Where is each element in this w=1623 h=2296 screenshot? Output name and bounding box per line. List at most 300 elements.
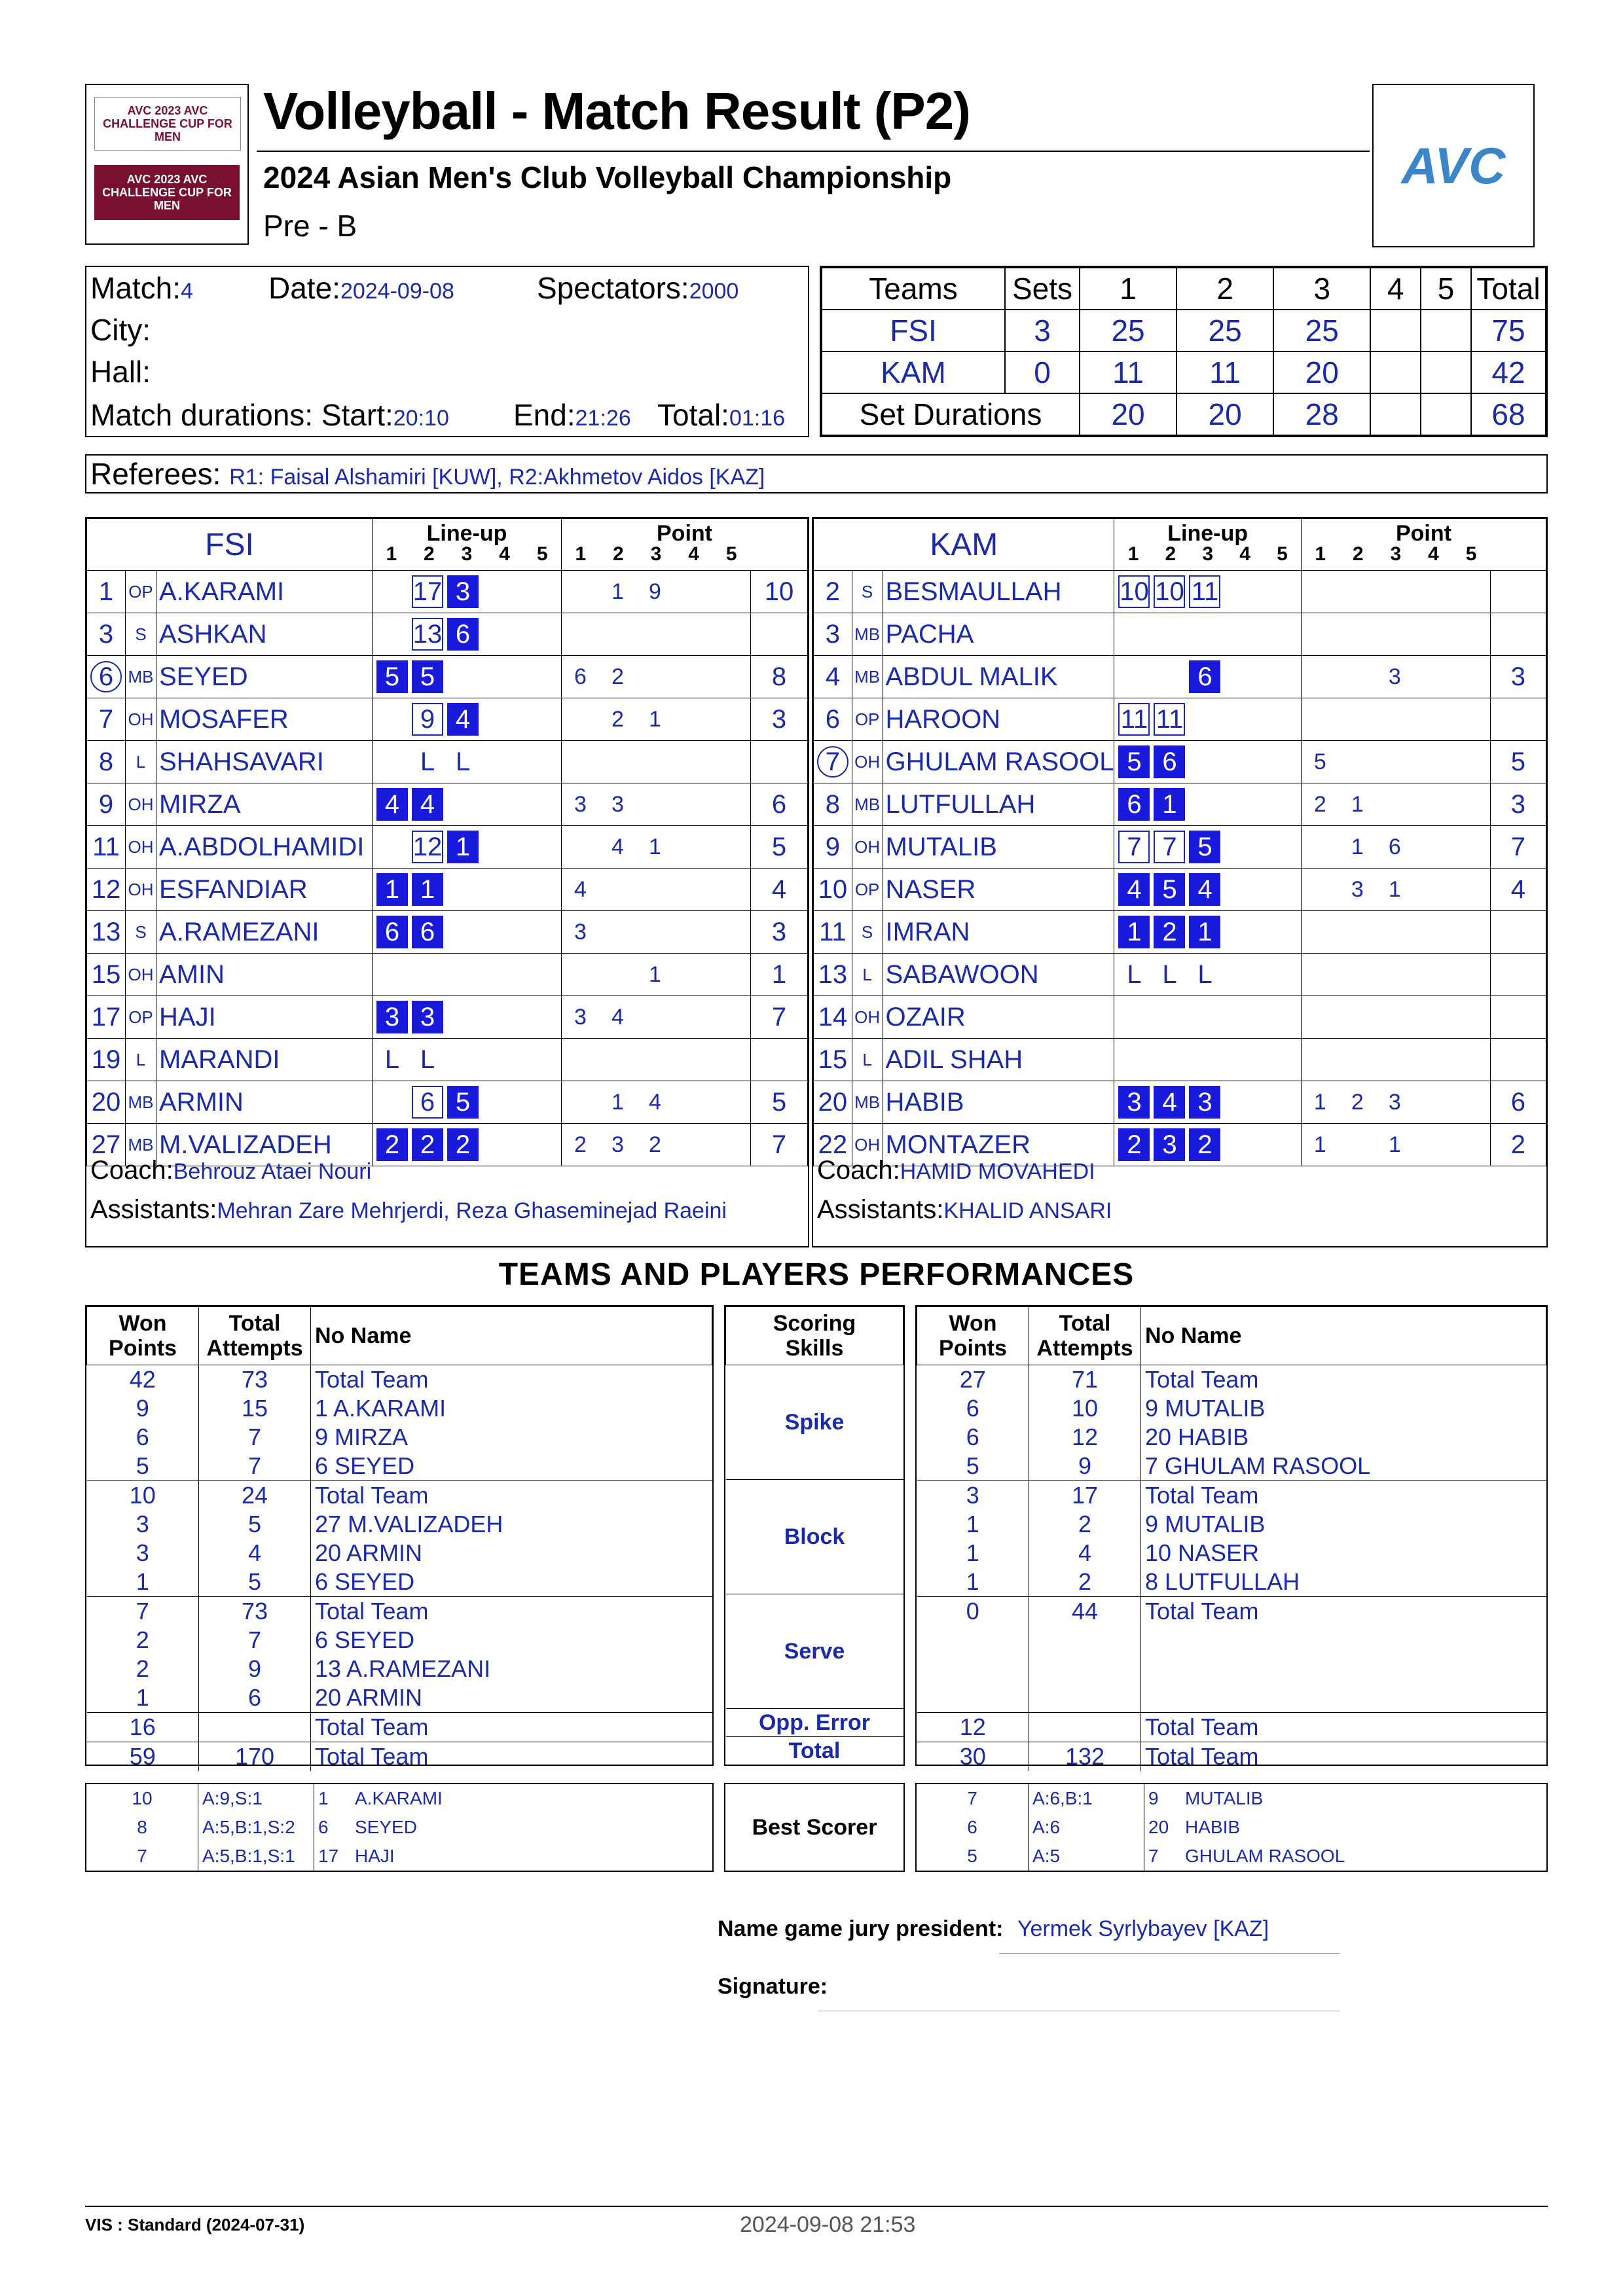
perf-row bbox=[917, 1683, 1546, 1713]
challenge-cup-logo bbox=[85, 84, 249, 245]
set-points: 3 bbox=[574, 1004, 587, 1030]
sets-score-table bbox=[820, 266, 1548, 437]
player-number: 7 bbox=[87, 698, 126, 741]
player-number: 3 bbox=[814, 613, 852, 656]
player-row bbox=[87, 1081, 808, 1124]
point-cells bbox=[1301, 1124, 1490, 1166]
player-position: OP bbox=[852, 698, 883, 741]
lineup-set-cells bbox=[1114, 999, 1300, 1035]
lineup-position: 6 bbox=[447, 618, 479, 651]
set-points bbox=[674, 1090, 711, 1115]
lineup-set-cells bbox=[1114, 573, 1300, 610]
set-points: 1 bbox=[1313, 1089, 1326, 1115]
perf-row bbox=[917, 1742, 1546, 1772]
lineup-cells bbox=[373, 783, 562, 826]
won-points: 59 bbox=[87, 1742, 199, 1772]
lineup-position: 6 bbox=[1118, 788, 1150, 821]
player-entry: Total Team bbox=[311, 1481, 712, 1511]
player-entry: 27 M.VALIZADEH bbox=[311, 1510, 712, 1539]
set-duration bbox=[1421, 393, 1471, 435]
player-entry: Total Team bbox=[1141, 1365, 1546, 1395]
lineup-position: L bbox=[1127, 960, 1142, 989]
attempts: 5 bbox=[199, 1568, 311, 1597]
lineup-set-cells bbox=[373, 999, 561, 1035]
player-name: ARMIN bbox=[156, 1081, 373, 1124]
best-breakdown: A:6,B:1 bbox=[1029, 1784, 1144, 1813]
assistants-label: Assistants: bbox=[90, 1195, 217, 1224]
lineup-cells bbox=[1114, 656, 1301, 698]
won-points: 30 bbox=[917, 1742, 1029, 1772]
set-no: 5 bbox=[1465, 543, 1477, 565]
lineup-set-cells bbox=[1114, 658, 1300, 695]
player-total: 6 bbox=[1490, 1081, 1546, 1124]
point-cells bbox=[1301, 954, 1490, 996]
lineup-set-cells bbox=[1114, 829, 1300, 865]
player-position: S bbox=[852, 911, 883, 954]
attempts-header bbox=[1029, 1307, 1141, 1365]
set-points: 1 bbox=[1351, 791, 1364, 817]
player-name: HAROON bbox=[883, 698, 1114, 741]
team-b-assistants bbox=[817, 1195, 1112, 1225]
sets-header-row bbox=[822, 268, 1546, 310]
won-points: 10 bbox=[87, 1481, 199, 1511]
set-points: 3 bbox=[574, 791, 587, 817]
set-no: 3 bbox=[461, 543, 473, 565]
set-points bbox=[1451, 1090, 1488, 1115]
player-position: OH bbox=[852, 826, 883, 869]
player-total: 3 bbox=[1490, 783, 1546, 826]
sets-row-kam bbox=[822, 351, 1546, 393]
player-position: OP bbox=[126, 571, 156, 613]
won-points-header bbox=[917, 1307, 1029, 1365]
set-points bbox=[1413, 1132, 1451, 1158]
player-total: 8 bbox=[751, 656, 808, 698]
best-name: MUTALIB bbox=[1185, 1788, 1264, 1808]
lineup-cells bbox=[373, 571, 562, 613]
lineup-cells bbox=[373, 826, 562, 869]
player-position: MB bbox=[852, 613, 883, 656]
player-name: SABAWOON bbox=[883, 954, 1114, 996]
lineup-set-cells bbox=[373, 786, 561, 823]
set-no: 2 bbox=[613, 543, 624, 565]
set-points bbox=[636, 792, 674, 817]
lineup-set-cells bbox=[373, 1041, 561, 1078]
player-total: 4 bbox=[751, 869, 808, 911]
player-name: SHAHSAVARI bbox=[156, 741, 373, 783]
player-name: ESFANDIAR bbox=[156, 869, 373, 911]
lineup-position: 4 bbox=[1189, 873, 1220, 906]
player-entry: 9 MUTALIB bbox=[1141, 1510, 1546, 1539]
player-position: MB bbox=[126, 656, 156, 698]
point-cells bbox=[562, 1081, 751, 1124]
point-cells bbox=[1301, 656, 1490, 698]
durations-row bbox=[90, 394, 804, 436]
point-cells bbox=[562, 996, 751, 1039]
match-info-box bbox=[85, 266, 809, 437]
set-points bbox=[674, 664, 711, 690]
spectators-label: Spectators: bbox=[537, 271, 689, 305]
set-no: 1 bbox=[386, 543, 397, 565]
lineup-position: 2 bbox=[376, 1128, 408, 1161]
lineup-position: 2 bbox=[1189, 1128, 1220, 1161]
player-number: 6 bbox=[814, 698, 852, 741]
player-name: BESMAULLAH bbox=[883, 571, 1114, 613]
won-points: 5 bbox=[966, 1452, 979, 1479]
point-cells bbox=[1301, 613, 1490, 656]
set-no: 3 bbox=[1390, 543, 1402, 565]
best-name: A.KARAMI bbox=[355, 1788, 443, 1808]
points-per-set bbox=[562, 962, 750, 988]
set-points bbox=[636, 664, 674, 690]
player-name: HABIB bbox=[883, 1081, 1114, 1124]
points-per-set bbox=[1302, 749, 1490, 775]
attempts: 7 bbox=[199, 1626, 311, 1655]
set-score: 20 bbox=[1273, 351, 1370, 393]
player-total: 3 bbox=[751, 911, 808, 954]
lineup-cells bbox=[1114, 1039, 1301, 1081]
lineup-cells bbox=[373, 954, 562, 996]
perf-row bbox=[917, 1394, 1546, 1423]
team-a-lineup bbox=[85, 517, 809, 1247]
best-number: 7 bbox=[1144, 1842, 1182, 1871]
lineup-position: 4 bbox=[1154, 1086, 1185, 1119]
lineup-position: 6 bbox=[412, 916, 443, 948]
set-durations-label: Set Durations bbox=[822, 393, 1080, 435]
lineup-position: L bbox=[455, 747, 471, 776]
player-number: 22 bbox=[814, 1124, 852, 1166]
point-title: Point bbox=[1395, 521, 1451, 546]
player-entry: Total Team bbox=[1141, 1713, 1546, 1742]
lineup-position: 11 bbox=[1154, 703, 1185, 736]
player-total: 7 bbox=[1490, 826, 1546, 869]
points-per-set bbox=[562, 877, 750, 903]
point-cells bbox=[562, 954, 751, 996]
player-total: 6 bbox=[751, 783, 808, 826]
set-score bbox=[1370, 351, 1421, 393]
lineup-cells bbox=[1114, 996, 1301, 1039]
player-total: 5 bbox=[751, 1081, 808, 1124]
player-row bbox=[814, 869, 1546, 911]
points-per-set bbox=[562, 834, 750, 860]
lineup-cells bbox=[373, 869, 562, 911]
best-number: 20 bbox=[1144, 1813, 1182, 1842]
total-duration: 68 bbox=[1471, 393, 1546, 435]
player-total bbox=[1490, 613, 1546, 656]
player-number: 15 bbox=[814, 1039, 852, 1081]
best-name: HABIB bbox=[1185, 1817, 1241, 1837]
scoring-skills bbox=[724, 1305, 905, 1766]
player-row bbox=[814, 613, 1546, 656]
player-total bbox=[1490, 954, 1546, 996]
date-label: Date: bbox=[268, 271, 340, 305]
best-scorer-row bbox=[917, 1784, 1546, 1813]
lineup-set-cells bbox=[1114, 871, 1300, 908]
best-points: 6 bbox=[967, 1817, 977, 1837]
logo-bottom: AVC 2023 AVC CHALLENGE CUP FOR MEN bbox=[94, 165, 240, 220]
best-points: 10 bbox=[132, 1788, 153, 1808]
player-name: LUTFULLAH bbox=[883, 783, 1114, 826]
lineup-position bbox=[376, 831, 408, 863]
lineup-cells bbox=[373, 911, 562, 954]
player-number: 9 bbox=[814, 826, 852, 869]
player-position: L bbox=[852, 1039, 883, 1081]
total-label: Total bbox=[1059, 1311, 1111, 1336]
player-number: 9 bbox=[87, 783, 126, 826]
player-row bbox=[814, 571, 1546, 613]
perf-row bbox=[917, 1423, 1546, 1452]
col-sets: Sets bbox=[1005, 268, 1080, 310]
lineup-set-cells bbox=[373, 914, 561, 950]
lineup-set-cells bbox=[1114, 1084, 1300, 1121]
lineup-position: 3 bbox=[412, 1001, 443, 1033]
best-number: 6 bbox=[314, 1813, 352, 1842]
player-position: S bbox=[126, 911, 156, 954]
player-total bbox=[1490, 698, 1546, 741]
set-points bbox=[1413, 664, 1451, 690]
perf-row bbox=[917, 1568, 1546, 1597]
referees-label: Referees: bbox=[90, 457, 221, 491]
player-total bbox=[751, 741, 808, 783]
set-points bbox=[1451, 749, 1488, 775]
set-points: 3 bbox=[611, 791, 624, 817]
attempts: 2 bbox=[1029, 1510, 1141, 1539]
team-a-name: FSI bbox=[87, 519, 373, 571]
perf-row bbox=[917, 1481, 1546, 1511]
attempts-label: Attempts bbox=[206, 1336, 303, 1361]
assistants-names: Mehran Zare Mehrjerdi, Reza Ghaseminejad Raeini bbox=[217, 1198, 727, 1223]
total-points: 42 bbox=[1471, 351, 1546, 393]
lineup-set-cells bbox=[373, 1126, 561, 1163]
player-number: 11 bbox=[87, 826, 126, 869]
lineup-set-cells bbox=[373, 616, 561, 653]
set-points: 1 bbox=[611, 1089, 624, 1115]
perf-row bbox=[87, 1683, 712, 1713]
player-position: OP bbox=[126, 996, 156, 1039]
best-scorer-row bbox=[917, 1813, 1546, 1842]
set-score: 25 bbox=[1080, 310, 1176, 351]
set-points bbox=[562, 1090, 599, 1115]
point-col-header bbox=[562, 519, 808, 571]
lineup-position: 2 bbox=[412, 1128, 443, 1161]
attempts: 73 bbox=[199, 1597, 311, 1626]
lineup-position: 1 bbox=[1189, 916, 1220, 948]
point-cells bbox=[1301, 571, 1490, 613]
won-points: 6 bbox=[966, 1395, 979, 1422]
lineup-set-cells bbox=[1114, 744, 1300, 780]
best-scorer-label: Best Scorer bbox=[724, 1783, 905, 1872]
jury-underline bbox=[999, 1953, 1340, 1954]
player-entry: Total Team bbox=[1141, 1481, 1546, 1511]
lineup-position bbox=[376, 618, 408, 651]
set-points bbox=[1302, 877, 1339, 903]
player-name: SEYED bbox=[156, 656, 373, 698]
team-b-name: KAM bbox=[814, 519, 1114, 571]
player-row bbox=[814, 911, 1546, 954]
set-points: 9 bbox=[649, 579, 661, 604]
perf-row bbox=[917, 1452, 1546, 1481]
col-set-2: 2 bbox=[1176, 268, 1273, 310]
attempts: 6 bbox=[199, 1683, 311, 1713]
perf-row bbox=[87, 1481, 712, 1511]
lineup-position: 11 bbox=[1118, 703, 1150, 736]
perf-row bbox=[917, 1655, 1546, 1683]
lineup-set-cells bbox=[1114, 701, 1300, 738]
assistants-label: Assistants: bbox=[817, 1195, 944, 1224]
captain-number: 7 bbox=[817, 746, 848, 778]
lineup-set-cells bbox=[373, 744, 561, 780]
player-total bbox=[1490, 1039, 1546, 1081]
set-points bbox=[636, 920, 674, 945]
set-points bbox=[1339, 749, 1376, 775]
won-label: Won bbox=[119, 1311, 167, 1336]
set-points bbox=[1376, 749, 1413, 775]
player-name: MONTAZER bbox=[883, 1124, 1114, 1166]
points-per-set bbox=[562, 707, 750, 732]
set-points: 6 bbox=[1388, 834, 1401, 859]
player-total bbox=[751, 613, 808, 656]
match-result-sheet bbox=[85, 84, 1548, 2270]
lineup-cells bbox=[1114, 869, 1301, 911]
player-position: MB bbox=[126, 1124, 156, 1166]
hall-label: Hall: bbox=[90, 355, 151, 389]
won-points: 1 bbox=[136, 1684, 149, 1711]
set-no: 1 bbox=[1127, 543, 1139, 565]
lineup-set-cells bbox=[1114, 616, 1300, 653]
set-points: 3 bbox=[1351, 876, 1364, 902]
lineup-set-cells bbox=[373, 956, 561, 993]
team-name: FSI bbox=[822, 310, 1005, 351]
total-label: Total bbox=[228, 1311, 281, 1336]
points-per-set bbox=[562, 920, 750, 945]
set-score: 25 bbox=[1176, 310, 1273, 351]
player-number: 12 bbox=[87, 869, 126, 911]
won-points: 0 bbox=[917, 1597, 1029, 1626]
lineup-title: Line-up bbox=[426, 521, 507, 546]
attempts: 17 bbox=[1029, 1481, 1141, 1511]
best-breakdown: A:5 bbox=[1029, 1842, 1144, 1871]
skill-total: Total bbox=[726, 1737, 903, 1765]
lineup-position: 3 bbox=[447, 575, 479, 608]
player-entry: 6 SEYED bbox=[311, 1568, 712, 1597]
set-points bbox=[1413, 792, 1451, 817]
player-number: 20 bbox=[814, 1081, 852, 1124]
player-position: MB bbox=[852, 783, 883, 826]
jury-president bbox=[718, 1916, 1269, 1942]
player-entry: 6 SEYED bbox=[311, 1626, 712, 1655]
set-points bbox=[674, 1005, 711, 1030]
lineup-position: 3 bbox=[376, 1001, 408, 1033]
best-name: SEYED bbox=[355, 1817, 417, 1837]
player-number: 10 bbox=[814, 869, 852, 911]
won-points: 9 bbox=[136, 1395, 149, 1422]
skill-block: Block bbox=[726, 1480, 903, 1594]
player-position: OH bbox=[126, 954, 156, 996]
col-set-5: 5 bbox=[1421, 268, 1471, 310]
set-points: 3 bbox=[1388, 664, 1401, 689]
set-points bbox=[562, 962, 599, 988]
lineup-position bbox=[376, 703, 408, 736]
lineup-title: Line-up bbox=[1167, 521, 1249, 546]
lineup-cells bbox=[373, 1039, 562, 1081]
point-cells bbox=[1301, 741, 1490, 783]
player-position: S bbox=[852, 571, 883, 613]
player-row bbox=[87, 996, 808, 1039]
lineup-cells bbox=[1114, 741, 1301, 783]
player-name: ASHKAN bbox=[156, 613, 373, 656]
player-name: A.KARAMI bbox=[156, 571, 373, 613]
team-a-performance bbox=[85, 1305, 714, 1770]
lineup-set-cells bbox=[373, 871, 561, 908]
set-points: 3 bbox=[574, 919, 587, 944]
perf-row bbox=[87, 1655, 712, 1683]
best-scorer-row bbox=[86, 1813, 712, 1842]
won-points: 2 bbox=[136, 1655, 149, 1682]
set-points bbox=[711, 920, 748, 945]
player-position: L bbox=[126, 1039, 156, 1081]
lineup-cells bbox=[1114, 783, 1301, 826]
player-number: 8 bbox=[87, 741, 126, 783]
point-cells bbox=[1301, 698, 1490, 741]
lineup-position bbox=[376, 1086, 408, 1119]
won-points: 42 bbox=[87, 1365, 199, 1395]
player-row bbox=[814, 698, 1546, 741]
set-score: 11 bbox=[1176, 351, 1273, 393]
points-per-set bbox=[1302, 877, 1490, 903]
player-position: OH bbox=[852, 996, 883, 1039]
lineup-position: 11 bbox=[1189, 575, 1220, 608]
player-number: 27 bbox=[87, 1124, 126, 1166]
lineup-position: 5 bbox=[412, 660, 443, 693]
lineup-set-cells bbox=[373, 1084, 561, 1121]
avc-logo-text: AVC bbox=[1401, 136, 1506, 194]
spectators-count: 2000 bbox=[689, 279, 739, 304]
perf-row bbox=[87, 1423, 712, 1452]
set-points: 2 bbox=[611, 706, 624, 732]
player-position: OH bbox=[852, 1124, 883, 1166]
player-entry: Total Team bbox=[1141, 1742, 1546, 1772]
set-points bbox=[674, 834, 711, 860]
attempts: 73 bbox=[199, 1365, 311, 1395]
player-name: GHULAM RASOOL bbox=[883, 741, 1114, 783]
set-no: 4 bbox=[1428, 543, 1439, 565]
set-points: 4 bbox=[611, 1004, 624, 1030]
attempts bbox=[1029, 1683, 1141, 1713]
footer-printed: 2024-09-08 21:53 bbox=[740, 2212, 916, 2237]
best-points: 5 bbox=[967, 1846, 977, 1866]
lineup-position: 3 bbox=[1189, 1086, 1220, 1119]
best-points: 7 bbox=[967, 1788, 977, 1808]
point-cells bbox=[562, 741, 751, 783]
player-position: OH bbox=[852, 741, 883, 783]
set-duration: 20 bbox=[1176, 393, 1273, 435]
set-points bbox=[1451, 664, 1488, 690]
won-points: 5 bbox=[136, 1452, 149, 1479]
col-total: Total bbox=[1471, 268, 1546, 310]
lineup-cells bbox=[373, 1081, 562, 1124]
won-points: 1 bbox=[966, 1568, 979, 1595]
lineup-position bbox=[376, 575, 408, 608]
lineup-position: 9 bbox=[412, 703, 443, 736]
player-total bbox=[751, 1039, 808, 1081]
point-cells bbox=[1301, 1039, 1490, 1081]
set-no: 4 bbox=[1239, 543, 1250, 565]
player-total: 3 bbox=[751, 698, 808, 741]
set-points: 2 bbox=[611, 664, 624, 689]
won-points: 1 bbox=[136, 1568, 149, 1595]
lineup-position: 2 bbox=[1154, 916, 1185, 948]
player-position: OH bbox=[126, 826, 156, 869]
point-cells bbox=[1301, 996, 1490, 1039]
